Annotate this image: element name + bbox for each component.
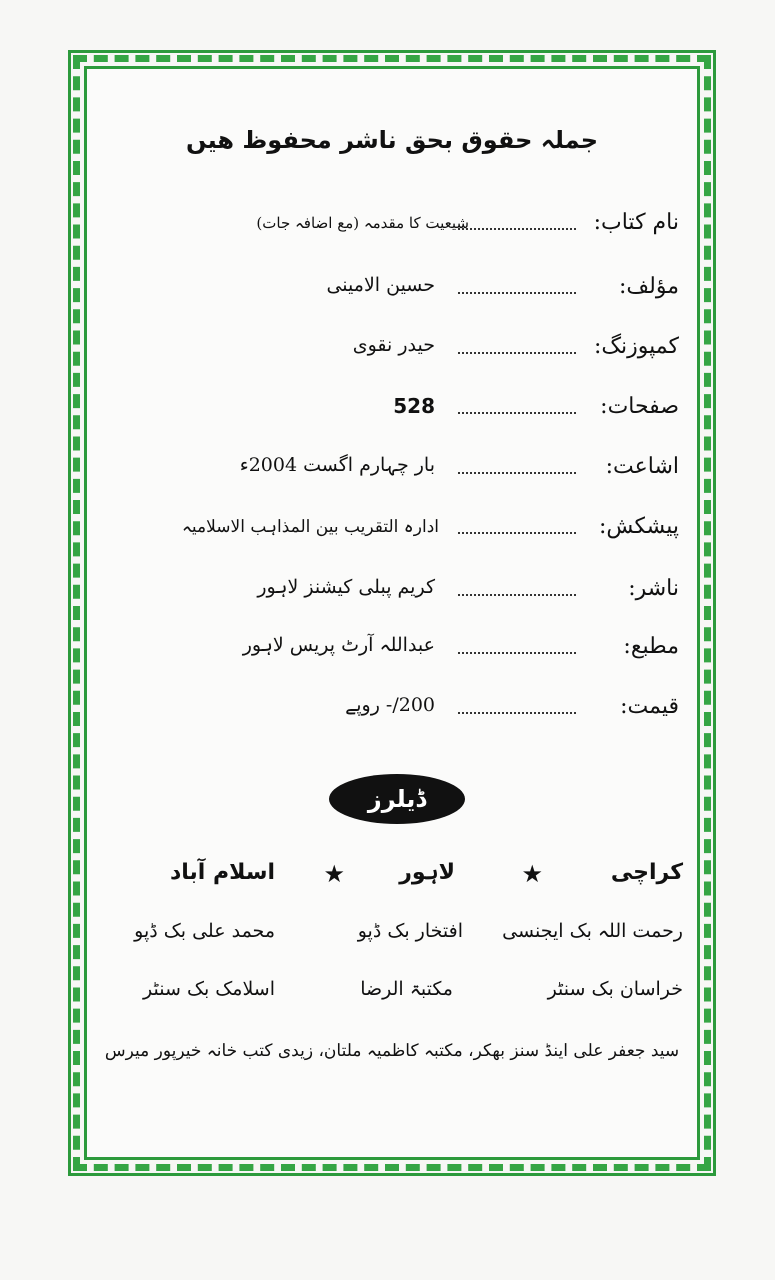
detail-row-presented-by: [0, 510, 775, 550]
dealer-cities: [0, 860, 775, 896]
detail-label: اشاعت:: [605, 454, 679, 479]
detail-row-publisher: [0, 572, 775, 612]
dealers-badge: ڈیلرز: [329, 774, 465, 824]
detail-label: مؤلف:: [618, 274, 679, 299]
detail-label: مطبع:: [623, 634, 679, 659]
dealer-shop: اسلامک بک سنٹر: [143, 978, 275, 1000]
detail-value: شیعیت کا مقدمہ (مع اضافہ جات): [256, 214, 469, 232]
detail-value: کریم پبلی کیشنز لاہور: [257, 576, 435, 598]
detail-label: ناشر:: [628, 576, 679, 601]
dotted-leader: [458, 292, 576, 294]
detail-value: 528: [393, 394, 435, 418]
city-karachi: کراچی: [610, 860, 683, 885]
detail-row-book-name: [0, 206, 775, 246]
additional-dealers: سید جعفر علی اینڈ سنز بھکر، مکتبہ کاظمیہ ملتان، زیدی کتب خانہ خیرپور میرس: [104, 1041, 680, 1061]
dealer-shop: مکتبۃ الرضا: [360, 978, 453, 1000]
detail-label: قیمت:: [620, 694, 679, 719]
detail-value: بار چہارم اگست 2004ء: [239, 454, 435, 476]
star-icon: ★: [521, 860, 543, 888]
detail-row-price: [0, 690, 775, 730]
detail-label: نام کتاب:: [593, 210, 679, 235]
detail-label: کمپوزنگ:: [593, 334, 679, 359]
copyright-title: جملہ حقوق بحق ناشر محفوظ ھیں: [185, 126, 599, 154]
dotted-leader: [458, 532, 576, 534]
dotted-leader: [458, 228, 576, 230]
dotted-leader: [458, 712, 576, 714]
detail-label: صفحات:: [600, 394, 679, 419]
star-icon: ★: [323, 860, 345, 888]
detail-label: پیشکش:: [599, 514, 679, 539]
city-islamabad: اسلام آباد: [169, 860, 275, 885]
dealer-shop: رحمت اللہ بک ایجنسی: [502, 920, 683, 942]
detail-value: ادارہ التقریب بین المذاہب الاسلامیہ: [181, 517, 439, 537]
detail-value: 200/- روپے: [345, 694, 435, 716]
detail-value: عبداللہ آرٹ پریس لاہور: [242, 634, 435, 656]
dotted-leader: [458, 412, 576, 414]
dotted-leader: [458, 352, 576, 354]
dotted-leader: [458, 652, 576, 654]
detail-row-edition: [0, 450, 775, 490]
detail-value: حسین الامینی: [326, 274, 435, 296]
detail-row-pages: [0, 390, 775, 430]
dealer-shop: محمد علی بک ڈپو: [134, 920, 275, 942]
dotted-leader: [458, 472, 576, 474]
detail-row-composing: [0, 330, 775, 370]
detail-value: حیدر نقوی: [352, 334, 435, 356]
dealer-shop: خراسان بک سنٹر: [547, 978, 683, 1000]
detail-row-author: [0, 270, 775, 310]
dotted-leader: [458, 594, 576, 596]
city-lahore: لاہور: [399, 860, 455, 885]
dealer-shop: افتخار بک ڈپو: [357, 920, 463, 942]
detail-row-printer: [0, 630, 775, 670]
